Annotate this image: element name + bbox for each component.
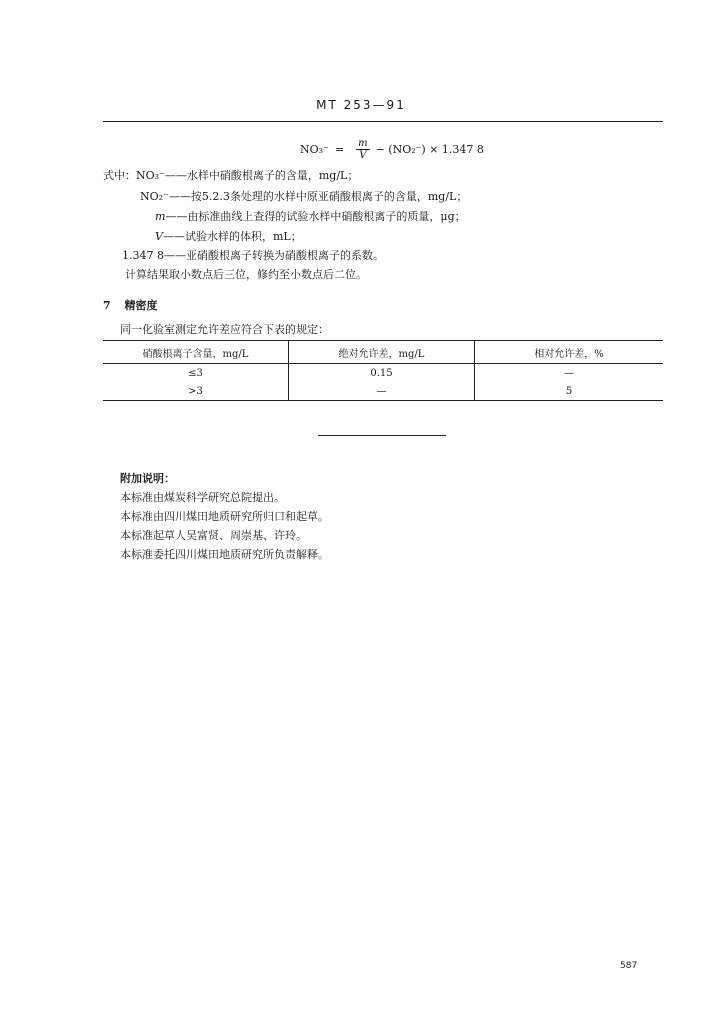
- table-cell: 0.15: [289, 364, 475, 383]
- table-row: [103, 382, 663, 401]
- standard-code-header: MT 253—91: [316, 98, 406, 112]
- precision-table: [103, 340, 663, 401]
- appendix-line: 本标准委托四川煤田地质研究所负责解释。: [120, 548, 329, 561]
- formula-lhs: NO₃⁻: [300, 143, 329, 156]
- formula: [300, 138, 484, 161]
- definition-text: ——试验水样的体积，mL；: [162, 230, 302, 243]
- formula-rest: − (NO₂⁻) × 1.347 8: [375, 143, 484, 156]
- header-rule: [103, 121, 663, 122]
- rounding-note: 计算结果取小数点后三位，修约至小数点后二位。: [125, 268, 367, 281]
- table-cell: ≤3: [188, 367, 203, 379]
- definition-row-1: [103, 167, 358, 183]
- appendix-line: 本标准由四川煤田地质研究所归口和起草。: [120, 510, 329, 523]
- section-number: 7: [103, 299, 111, 312]
- definition-row-3: [155, 208, 466, 224]
- table-header-row: [103, 341, 663, 364]
- section-title: 精密度: [124, 299, 158, 312]
- table-row: [103, 364, 663, 383]
- fraction-numerator: m: [358, 138, 368, 149]
- definition-symbol: 1.347 8: [122, 249, 164, 262]
- appendix-line: 本标准由煤炭科学研究总院提出。: [120, 491, 285, 504]
- definition-symbol: NO₂⁻: [140, 190, 169, 203]
- table-cell: —: [289, 382, 475, 401]
- header-relative-tolerance: 相对允许差，%: [475, 341, 664, 364]
- header-absolute-tolerance: 绝对允许差，mg/L: [289, 341, 475, 364]
- definition-text: ——由标准曲线上查得的试验水样中硝酸根离子的质量，μg；: [165, 210, 466, 223]
- page-number: 587: [620, 961, 638, 971]
- definition-row-2: [140, 188, 467, 204]
- definition-text: ——水样中硝酸根离子的含量，mg/L；: [164, 169, 359, 182]
- section-7-intro: 同一化验室测定允许差应符合下表的规定：: [120, 323, 329, 336]
- definition-text: ——按5.2.3条处理的水样中原亚硝酸根离子的含量，mg/L；: [168, 190, 468, 203]
- definition-text: ——亚硝酸根离子转换为硝酸根离子的系数。: [164, 249, 384, 262]
- formula-fraction: [356, 138, 369, 161]
- appendix-title: 附加说明：: [120, 472, 175, 485]
- definitions-intro: 式中：: [103, 169, 136, 182]
- definition-symbol: NO₃⁻: [136, 169, 165, 182]
- table-cell: >3: [103, 382, 289, 401]
- definition-symbol: m: [155, 210, 166, 223]
- formula-equals: =: [334, 143, 345, 156]
- table-cell: —: [475, 364, 664, 383]
- table-cell: 5: [475, 382, 664, 401]
- definition-row-4: [155, 228, 302, 244]
- section-7-heading: [103, 297, 158, 313]
- definition-row-5: [122, 247, 384, 263]
- appendix-line: 本标准起草人吴富贤、周崇基、许玲。: [120, 529, 307, 542]
- header-content: 硝酸根离子含量，mg/L: [103, 341, 289, 364]
- definition-symbol: V: [155, 230, 163, 243]
- end-of-text-rule: [318, 435, 446, 436]
- fraction-denominator: V: [359, 150, 367, 161]
